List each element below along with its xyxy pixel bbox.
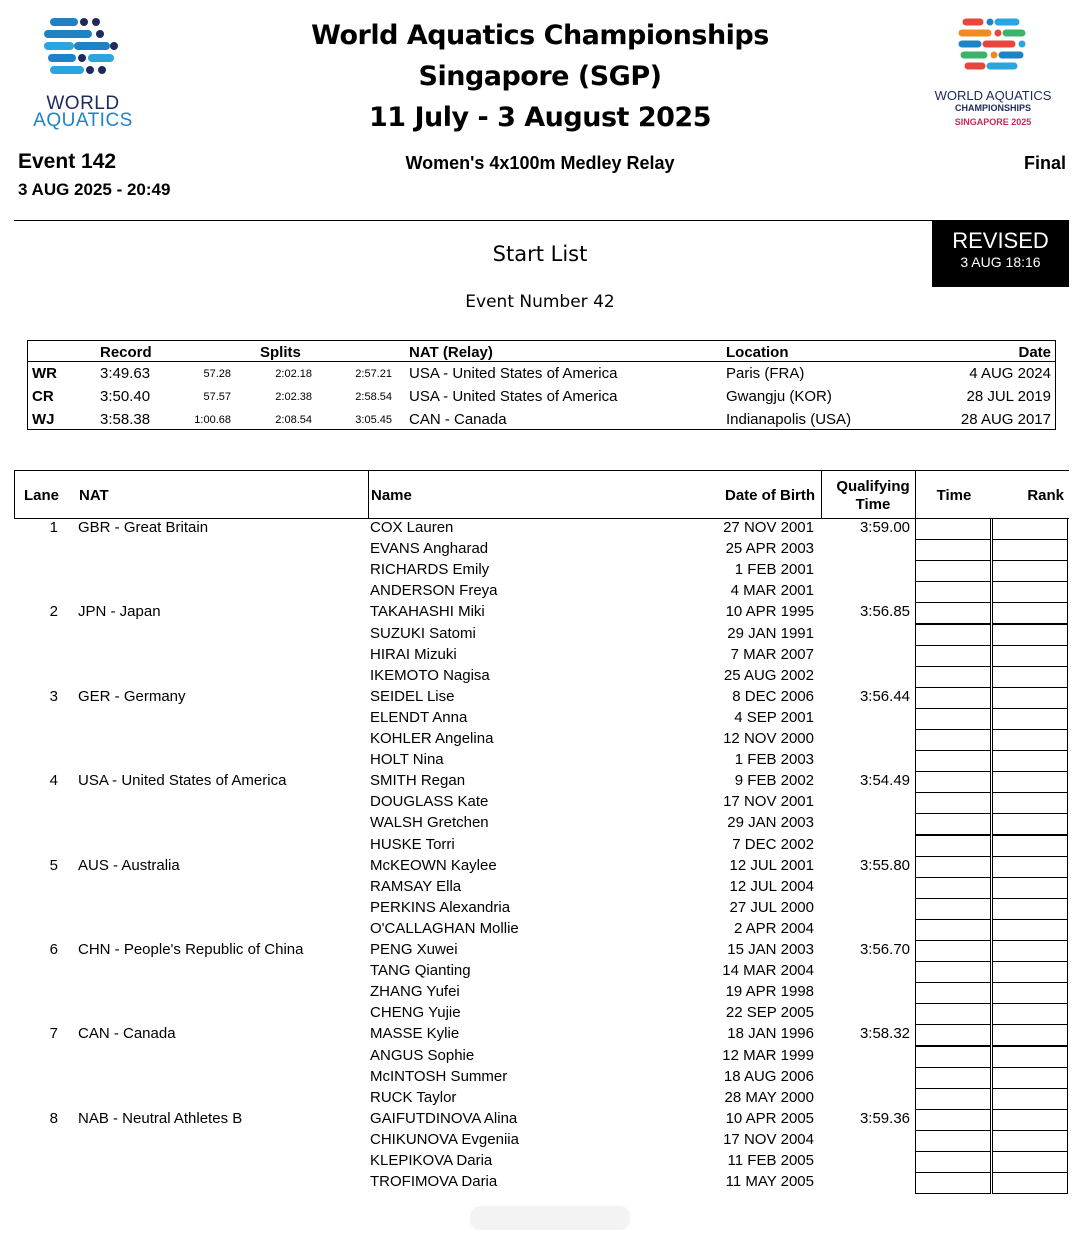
header-time: Time	[936, 487, 972, 504]
time-entry-box[interactable]	[915, 708, 991, 730]
time-entry-box[interactable]	[915, 1067, 991, 1089]
swimmer-dob: 15 JAN 2003	[727, 941, 814, 958]
swimmer-dob: 7 MAR 2007	[730, 645, 814, 663]
record-split: 2:02.38	[275, 391, 312, 403]
record-time: 3:50.40	[100, 388, 151, 405]
swimmer-name: ELENDT Anna	[370, 708, 468, 726]
rank-entry-box[interactable]	[992, 708, 1068, 730]
rank-entry-box[interactable]	[992, 539, 1068, 561]
swimmer-name: ZHANG Yufei	[370, 983, 460, 1001]
swimmer-name: HIRAI Mizuki	[370, 645, 457, 663]
team-nat: CAN - Canada	[78, 1025, 176, 1043]
record-nat: CAN - Canada	[409, 411, 507, 428]
swimmer-dob: 1 FEB 2003	[734, 751, 814, 769]
lane-number: 5	[49, 856, 58, 874]
rank-entry-box[interactable]	[992, 602, 1068, 624]
time-entry-box[interactable]	[915, 666, 991, 688]
qualifying-time: 3:56.85	[859, 603, 910, 621]
record-split: 2:57.21	[355, 368, 392, 380]
rank-entry-box[interactable]	[992, 1046, 1068, 1068]
swimmer-dob: 10 APR 2005	[725, 1109, 814, 1127]
time-entry-box[interactable]	[915, 898, 991, 920]
record-split: 2:08.54	[275, 414, 312, 426]
time-entry-box[interactable]	[915, 624, 991, 646]
swimmer-name: RICHARDS Emily	[370, 561, 490, 579]
swimmer-dob: 12 MAR 1999	[722, 1046, 814, 1064]
time-entry-box[interactable]	[915, 856, 991, 878]
lane-number: 3	[49, 687, 58, 705]
swimmer-name: ANGUS Sophie	[370, 1046, 475, 1064]
records-header-splits: Splits	[260, 344, 301, 361]
record-split: 57.28	[203, 368, 231, 380]
rank-entry-box[interactable]	[992, 961, 1068, 983]
swimmer-dob: 19 APR 1998	[725, 983, 814, 1001]
logo-text-championships: CHAMPIONSHIPS	[954, 103, 1031, 113]
revised-time: 3 AUG 18:16	[960, 254, 1041, 270]
swimmer-name: SUZUKI Satomi	[370, 624, 476, 642]
qualifying-time: 3:58.32	[859, 1025, 910, 1043]
time-entry-box[interactable]	[915, 877, 991, 899]
world-aquatics-logo	[18, 14, 148, 132]
rank-entry-box[interactable]	[992, 645, 1068, 667]
time-entry-box[interactable]	[915, 982, 991, 1004]
record-split: 1:00.68	[194, 414, 231, 426]
header-lane: Lane	[24, 487, 60, 504]
record-row	[28, 388, 1055, 410]
championship-title: World Aquatics Championships	[311, 20, 769, 51]
swimmer-name: O'CALLAGHAN Mollie	[370, 919, 519, 937]
rank-entry-box[interactable]	[992, 1024, 1068, 1046]
records-table	[27, 340, 1056, 430]
swimmer-name: TAKAHASHI Miki	[370, 603, 485, 621]
swimmer-dob: 12 JUL 2004	[729, 877, 814, 895]
record-time: 3:49.63	[100, 365, 151, 382]
time-entry-box[interactable]	[915, 1130, 991, 1152]
time-entry-box[interactable]	[915, 729, 991, 751]
record-nat: USA - United States of America	[409, 365, 618, 382]
swimmer-name: CHIKUNOVA Evgeniia	[370, 1130, 519, 1148]
swimmer-name: MASSE Kylie	[370, 1025, 460, 1043]
swimmer-name: WALSH Gretchen	[370, 814, 489, 832]
swimmer-name: TROFIMOVA Daria	[370, 1173, 498, 1191]
swimmer-dob: 7 DEC 2002	[732, 835, 814, 853]
swimmer-name: KLEPIKOVA Daria	[370, 1152, 493, 1169]
rank-entry-box[interactable]	[992, 919, 1068, 941]
record-nat: USA - United States of America	[409, 388, 618, 405]
header-dob: Date of Birth	[725, 487, 815, 504]
header-nat: NAT	[79, 487, 109, 504]
time-entry-box[interactable]	[915, 813, 991, 835]
championship-location: Singapore (SGP)	[418, 61, 662, 92]
time-entry-box[interactable]	[915, 1003, 991, 1025]
record-split: 2:58.54	[355, 391, 392, 403]
swimmer-name: SMITH Regan	[370, 772, 466, 790]
time-entry-box[interactable]	[915, 602, 991, 624]
header-divider	[821, 471, 822, 518]
rank-entry-box[interactable]	[992, 1088, 1068, 1110]
header-qualifying-time: Time	[855, 496, 891, 513]
lane-number: 2	[49, 603, 58, 621]
swimmer-dob: 4 SEP 2001	[734, 708, 814, 726]
swimmer-dob: 29 JAN 1991	[727, 624, 814, 642]
revised-badge	[932, 220, 1069, 287]
rank-entry-box[interactable]	[992, 856, 1068, 878]
header-divider	[915, 471, 916, 518]
record-split: 2:02.18	[275, 368, 312, 380]
swimmer-name: EVANS Angharad	[370, 540, 489, 558]
record-code: WJ	[32, 411, 55, 428]
swimmer-dob: 27 NOV 2001	[723, 519, 814, 536]
header-name: Name	[371, 487, 412, 504]
swimmer-dob: 14 MAR 2004	[722, 962, 814, 980]
record-location: Indianapolis (USA)	[726, 411, 852, 428]
lane-number: 8	[49, 1109, 58, 1127]
time-entry-box[interactable]	[915, 687, 991, 709]
records-header-date: Date	[1018, 344, 1051, 361]
championships-mark-icon	[918, 14, 1068, 84]
time-entry-box[interactable]	[915, 961, 991, 983]
qualifying-time: 3:56.44	[859, 687, 910, 705]
rank-entry-box[interactable]	[992, 560, 1068, 582]
rank-entry-box[interactable]	[992, 771, 1068, 793]
event-datetime: 3 AUG 2025 - 20:49	[18, 180, 171, 199]
rank-entry-box[interactable]	[992, 624, 1068, 646]
rank-entry-box[interactable]	[992, 898, 1068, 920]
rank-entry-box[interactable]	[992, 1130, 1068, 1152]
lane-number: 4	[49, 772, 58, 790]
swimmer-dob: 11 FEB 2005	[727, 1152, 814, 1169]
qualifying-time: 3:59.00	[859, 519, 910, 536]
time-entry-box[interactable]	[915, 1088, 991, 1110]
rank-entry-box[interactable]	[992, 1151, 1068, 1173]
swimmer-name: GAIFUTDINOVA Alina	[370, 1109, 518, 1127]
team-nat: GBR - Great Britain	[78, 519, 209, 536]
world-aquatics-mark-icon	[18, 14, 148, 94]
team-nat: NAB - Neutral Athletes B	[78, 1109, 243, 1127]
records-header-location: Location	[726, 344, 789, 361]
time-entry-box[interactable]	[915, 835, 991, 857]
time-entry-box[interactable]	[915, 645, 991, 667]
swimmer-name: IKEMOTO Nagisa	[370, 666, 490, 684]
header-divider	[14, 220, 932, 221]
revised-label: REVISED	[952, 228, 1049, 253]
record-code: WR	[32, 365, 57, 382]
swimmer-dob: 22 SEP 2005	[725, 1004, 814, 1022]
rank-entry-box[interactable]	[992, 518, 1068, 540]
rank-entry-box[interactable]	[992, 835, 1068, 857]
record-row	[28, 411, 1055, 433]
swimmer-dob: 27 JUL 2000	[729, 898, 814, 916]
swimmer-dob: 12 NOV 2000	[723, 730, 814, 747]
event-number: Event 142	[18, 150, 117, 173]
swimmer-name: KOHLER Angelina	[370, 730, 494, 747]
swimmer-dob: 25 APR 2003	[725, 540, 814, 558]
time-entry-box[interactable]	[915, 1046, 991, 1068]
rank-entry-box[interactable]	[992, 1067, 1068, 1089]
swimmer-name: McKEOWN Kaylee	[370, 856, 497, 874]
swimmer-dob: 25 AUG 2002	[723, 666, 814, 684]
lane-number: 6	[49, 941, 58, 958]
rank-entry-box[interactable]	[992, 877, 1068, 899]
swimmer-name: HOLT Nina	[370, 751, 444, 769]
event-number-line: Event Number 42	[465, 292, 615, 312]
team-nat: JPN - Japan	[78, 603, 161, 621]
swimmer-name: RAMSAY Ella	[370, 877, 462, 895]
swimmer-name: McINTOSH Summer	[370, 1067, 508, 1085]
swimmer-name: RUCK Taylor	[370, 1088, 457, 1106]
swimmer-dob: 4 MAR 2001	[730, 582, 814, 600]
rank-entry-box[interactable]	[992, 940, 1068, 962]
swimmer-name: DOUGLASS Kate	[370, 793, 489, 811]
rank-entry-box[interactable]	[992, 982, 1068, 1004]
lane-number: 7	[49, 1025, 58, 1043]
header-divider	[368, 471, 369, 518]
swimmer-dob: 28 MAY 2000	[724, 1088, 814, 1106]
rank-entry-box[interactable]	[992, 687, 1068, 709]
swimmer-name: TANG Qianting	[370, 962, 471, 980]
time-entry-box[interactable]	[915, 940, 991, 962]
swimmer-dob: 1 FEB 2001	[734, 561, 814, 579]
rank-entry-box[interactable]	[992, 813, 1068, 835]
time-entry-box[interactable]	[915, 1109, 991, 1131]
time-entry-box[interactable]	[915, 750, 991, 772]
record-split: 3:05.45	[355, 414, 392, 426]
event-name: Women's 4x100m Medley Relay	[405, 153, 675, 173]
time-entry-box[interactable]	[915, 771, 991, 793]
team-nat: USA - United States of America	[78, 772, 287, 790]
logo-text-singapore: SINGAPORE 2025	[954, 117, 1032, 127]
swimmer-dob: 29 JAN 2003	[727, 814, 814, 832]
rank-entry-box[interactable]	[992, 1003, 1068, 1025]
swimmer-name: PENG Xuwei	[370, 941, 458, 958]
time-entry-box[interactable]	[915, 581, 991, 603]
page-footer-mark	[470, 1206, 630, 1230]
swimmer-dob: 18 AUG 2006	[723, 1067, 814, 1085]
list-title: Start List	[492, 242, 588, 266]
records-header-nat: NAT (Relay)	[409, 344, 493, 361]
rank-entry-box[interactable]	[992, 1172, 1068, 1194]
records-header-rule	[28, 361, 1055, 362]
header-rank: Rank	[1027, 487, 1064, 504]
qualifying-time: 3:59.36	[859, 1109, 910, 1127]
records-header-record: Record	[100, 344, 152, 361]
logo-text-world-aquatics: WORLD AQUATICS	[934, 88, 1052, 103]
qualifying-time: 3:54.49	[859, 772, 910, 790]
rank-entry-box[interactable]	[992, 581, 1068, 603]
time-entry-box[interactable]	[915, 1172, 991, 1194]
swimmer-dob: 8 DEC 2006	[732, 687, 814, 705]
swimmer-name: SEIDEL Lise	[370, 687, 455, 705]
team-nat: GER - Germany	[78, 687, 186, 705]
swimmer-name: PERKINS Alexandria	[370, 898, 511, 916]
swimmer-dob: 10 APR 1995	[725, 603, 814, 621]
swimmer-name: CHENG Yujie	[370, 1004, 461, 1022]
swimmer-name: COX Lauren	[370, 519, 454, 536]
record-date: 28 JUL 2019	[966, 388, 1051, 405]
championships-logo	[918, 14, 1068, 132]
qualifying-time: 3:56.70	[859, 941, 910, 958]
qualifying-time: 3:55.80	[859, 856, 910, 874]
rank-entry-box[interactable]	[992, 666, 1068, 688]
lane-number: 1	[49, 519, 58, 536]
record-location: Paris (FRA)	[726, 365, 805, 382]
swimmer-name: ANDERSON Freya	[370, 582, 498, 600]
record-row	[28, 365, 1055, 387]
swimmer-dob: 18 JAN 1996	[727, 1025, 814, 1043]
record-code: CR	[32, 388, 54, 405]
record-date: 28 AUG 2017	[960, 411, 1051, 428]
swimmer-dob: 12 JUL 2001	[729, 856, 814, 874]
swimmer-dob: 17 NOV 2004	[723, 1130, 814, 1148]
rank-entry-box[interactable]	[992, 729, 1068, 751]
logo-text-aquatics: AQUATICS	[33, 110, 133, 131]
team-nat: AUS - Australia	[78, 856, 180, 874]
time-entry-box[interactable]	[915, 560, 991, 582]
time-entry-box[interactable]	[915, 539, 991, 561]
time-entry-box[interactable]	[915, 919, 991, 941]
event-round: Final	[1023, 153, 1066, 173]
header-qualifying: Qualifying	[836, 478, 910, 495]
rank-entry-box[interactable]	[992, 750, 1068, 772]
record-date: 4 AUG 2024	[969, 365, 1051, 382]
record-split: 57.57	[203, 391, 231, 403]
swimmer-name: HUSKE Torri	[370, 835, 455, 853]
record-time: 3:58.38	[100, 411, 151, 428]
logo-text-world: WORLD	[46, 93, 120, 114]
time-entry-box[interactable]	[915, 1151, 991, 1173]
time-entry-box[interactable]	[915, 792, 991, 814]
record-location: Gwangju (KOR)	[726, 388, 832, 405]
swimmer-dob: 17 NOV 2001	[723, 793, 814, 811]
swimmer-dob: 11 MAY 2005	[725, 1173, 814, 1191]
team-nat: CHN - People's Republic of China	[78, 941, 304, 958]
rank-entry-box[interactable]	[992, 1109, 1068, 1131]
swimmer-dob: 2 APR 2004	[733, 919, 814, 937]
time-entry-box[interactable]	[915, 518, 991, 540]
time-entry-box[interactable]	[915, 1024, 991, 1046]
rank-entry-box[interactable]	[992, 792, 1068, 814]
championship-dates: 11 July - 3 August 2025	[369, 102, 711, 133]
swimmer-dob: 9 FEB 2002	[734, 772, 814, 790]
start-list-header	[14, 470, 1069, 519]
